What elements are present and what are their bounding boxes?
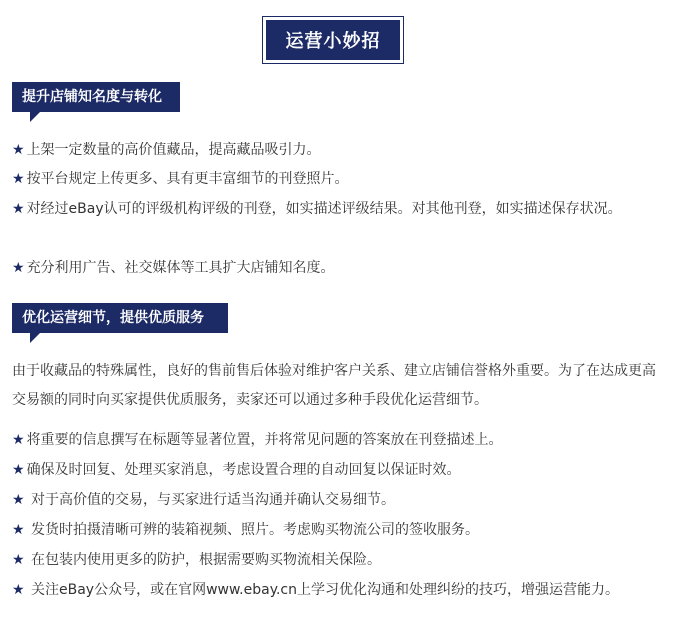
star-icon: ★ xyxy=(12,260,25,276)
star-icon: ★ xyxy=(12,432,25,448)
star-icon: ★ xyxy=(12,552,25,568)
list-item: ★ 关注eBay公众号，或在官网www.ebay.cn上学习优化沟通和处理纠纷的技巧，增强运营能力。 xyxy=(12,582,619,598)
list-item: ★ 充分利用广告、社交媒体等工具扩大店铺知名度。 xyxy=(12,260,335,276)
title-frame xyxy=(262,16,404,64)
list-item: ★ 按平台规定上传更多、具有更丰富细节的刊登照片。 xyxy=(12,171,349,187)
section-heading-1: 提升店铺知名度与转化 xyxy=(12,82,180,112)
star-icon: ★ xyxy=(12,582,25,598)
list-item: ★ 对于高价值的交易，与买家进行适当沟通并确认交易细节。 xyxy=(12,492,396,508)
star-icon: ★ xyxy=(12,462,25,478)
list-item: ★ 确保及时回复、处理买家消息，考虑设置合理的自动回复以保证时效。 xyxy=(12,462,461,478)
star-icon: ★ xyxy=(12,522,25,538)
list-item: ★ 在包装内使用更多的防护，根据需要购买物流相关保险。 xyxy=(12,552,382,568)
star-icon: ★ xyxy=(12,171,25,187)
star-icon: ★ xyxy=(12,142,25,158)
intro-paragraph: 由于收藏品的特殊属性，良好的售前售后体验对维护客户关系、建立店铺信誉格外重要。为了在达成更高交易额的同时向买家提供优质服务，卖家还可以通过多种手段优化运营细节。 xyxy=(12,363,656,408)
list-item: ★ 对经过eBay认可的评级机构评级的刊登，如实描述评级结果。对其他刊登，如实描述保存状况。 xyxy=(12,201,622,217)
section-heading-2: 优化运营细节，提供优质服务 xyxy=(12,303,228,333)
star-icon: ★ xyxy=(12,201,25,217)
list-item: ★ 将重要的信息撰写在标题等显著位置，并将常见问题的答案放在刊登描述上。 xyxy=(12,432,503,448)
list-item: ★ 发货时拍摄清晰可辨的装箱视频、照片。考虑购买物流公司的签收服务。 xyxy=(12,522,480,538)
page-title: 运营小妙招 xyxy=(266,20,400,60)
star-icon: ★ xyxy=(12,492,25,508)
list-item: ★ 上架一定数量的高价值藏品，提高藏品吸引力。 xyxy=(12,142,321,158)
